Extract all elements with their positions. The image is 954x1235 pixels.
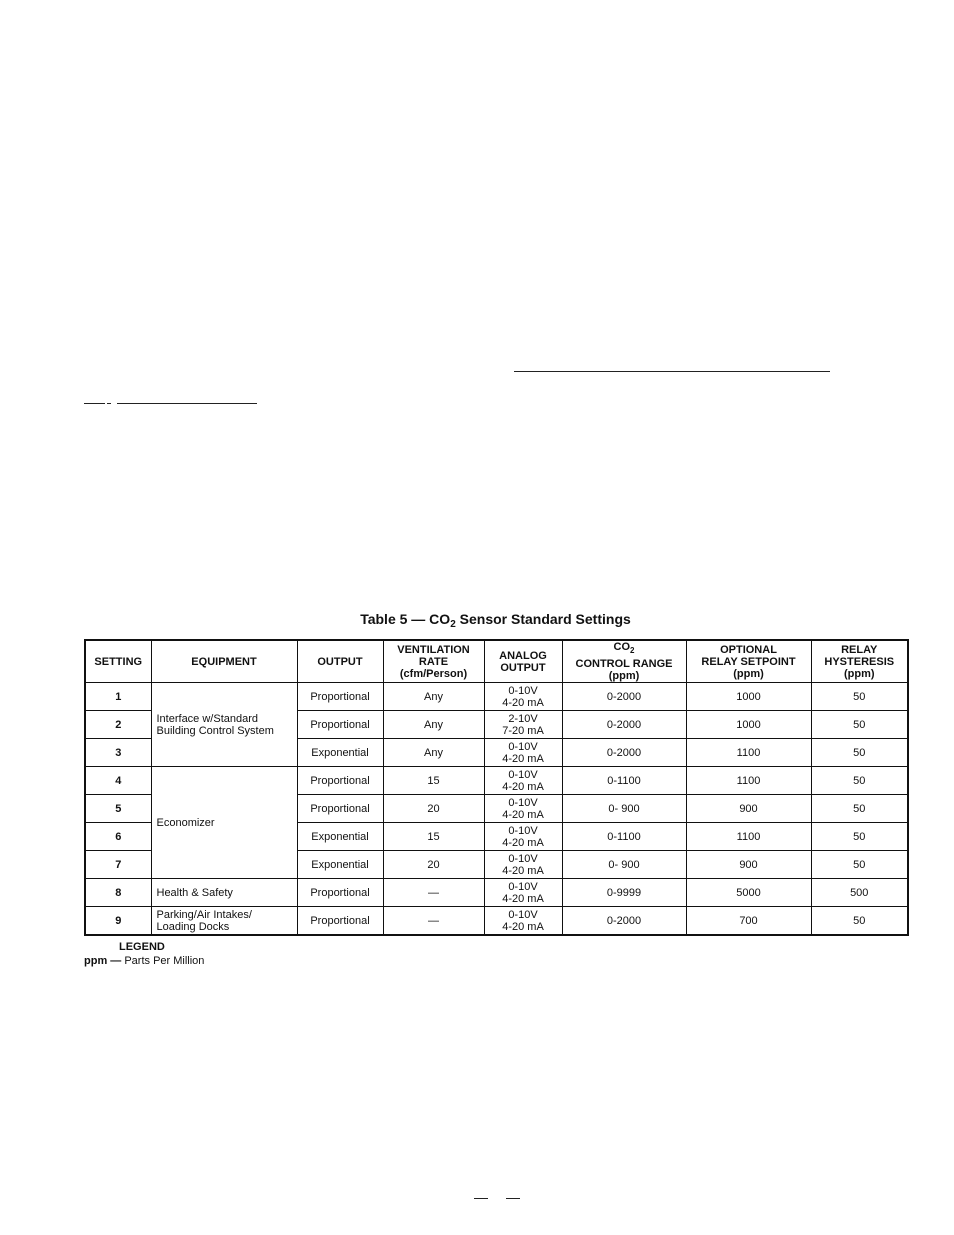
setting-cell: 2: [85, 711, 151, 739]
hysteresis-cell: 50: [811, 851, 908, 879]
hysteresis-cell: 50: [811, 823, 908, 851]
header-output: OUTPUT: [297, 640, 383, 683]
setpoint-cell: 1100: [686, 823, 811, 851]
hysteresis-cell: 50: [811, 795, 908, 823]
header-setting: SETTING: [85, 640, 151, 683]
analog-cell: 0-10V 4-20 mA: [484, 683, 562, 711]
header-analog: ANALOG OUTPUT: [484, 640, 562, 683]
table-row: [85, 767, 908, 795]
setting-cell: 1: [85, 683, 151, 711]
output-cell: Proportional: [297, 795, 383, 823]
range-cell: 0-1100: [562, 767, 686, 795]
output-cell: Proportional: [297, 767, 383, 795]
analog-cell: 0-10V 4-20 mA: [484, 907, 562, 936]
hysteresis-cell: 50: [811, 711, 908, 739]
setting-cell: 4: [85, 767, 151, 795]
divider-line: [84, 403, 105, 404]
legend-heading: LEGEND: [119, 941, 165, 953]
table-title: Table 5 — $CO_2$ Sensor Standard Settings: [360, 611, 631, 630]
analog-cell: 0-10V 4-20 mA: [484, 739, 562, 767]
setting-cell: 7: [85, 851, 151, 879]
ventilation-cell: 15: [383, 823, 484, 851]
ventilation-cell: 15: [383, 767, 484, 795]
setpoint-cell: 900: [686, 795, 811, 823]
setting-cell: 3: [85, 739, 151, 767]
analog-cell: 0-10V 4-20 mA: [484, 795, 562, 823]
equipment-cell: Interface w/Standard Building Control System: [151, 683, 297, 767]
analog-cell: 0-10V 4-20 mA: [484, 767, 562, 795]
header-relay-setpoint: OPTIONAL RELAY SETPOINT (ppm): [686, 640, 811, 683]
setpoint-cell: 5000: [686, 879, 811, 907]
setting-cell: 5: [85, 795, 151, 823]
header-ventilation: VENTILATION RATE (cfm/Person): [383, 640, 484, 683]
analog-cell: 2-10V 7-20 mA: [484, 711, 562, 739]
output-cell: Exponential: [297, 739, 383, 767]
setpoint-cell: 1100: [686, 739, 811, 767]
header-co2-range: $CO_2$ CONTROL RANGE (ppm): [562, 640, 686, 683]
header-hysteresis: RELAY HYSTERESIS (ppm): [811, 640, 908, 683]
header-equipment: EQUIPMENT: [151, 640, 297, 683]
ventilation-cell: 20: [383, 795, 484, 823]
page-number-dash: [506, 1198, 520, 1199]
page-number-dash: [474, 1198, 488, 1199]
equipment-cell: Health & Safety: [151, 879, 297, 907]
legend: [84, 940, 204, 968]
output-cell: Proportional: [297, 683, 383, 711]
ventilation-cell: 20: [383, 851, 484, 879]
table-row: [85, 907, 908, 936]
range-cell: 0-2000: [562, 711, 686, 739]
divider-line: [514, 371, 830, 372]
range-cell: 0-2000: [562, 683, 686, 711]
hysteresis-cell: 500: [811, 879, 908, 907]
hysteresis-cell: 50: [811, 683, 908, 711]
output-cell: Proportional: [297, 907, 383, 936]
legend-entry: ppm — Parts Per Million: [84, 955, 205, 967]
table-header-row: [85, 640, 908, 683]
range-cell: 0-9999: [562, 879, 686, 907]
range-cell: 0-2000: [562, 739, 686, 767]
table-row: [85, 683, 908, 711]
hysteresis-cell: 50: [811, 767, 908, 795]
hysteresis-cell: 50: [811, 739, 908, 767]
ventilation-cell: Any: [383, 711, 484, 739]
setpoint-cell: 1100: [686, 767, 811, 795]
range-cell: 0- 900: [562, 851, 686, 879]
equipment-cell: Economizer: [151, 767, 297, 879]
analog-cell: 0-10V 4-20 mA: [484, 879, 562, 907]
setpoint-cell: 1000: [686, 683, 811, 711]
analog-cell: 0-10V 4-20 mA: [484, 823, 562, 851]
co2-settings-table: [84, 639, 909, 936]
setpoint-cell: 900: [686, 851, 811, 879]
equipment-cell: Parking/Air Intakes/ Loading Docks: [151, 907, 297, 936]
setting-cell: 6: [85, 823, 151, 851]
ventilation-cell: Any: [383, 683, 484, 711]
output-cell: Proportional: [297, 879, 383, 907]
divider-line: [117, 403, 257, 404]
output-cell: Proportional: [297, 711, 383, 739]
setting-cell: 9: [85, 907, 151, 936]
ventilation-cell: Any: [383, 739, 484, 767]
analog-cell: 0-10V 4-20 mA: [484, 851, 562, 879]
range-cell: 0- 900: [562, 795, 686, 823]
hysteresis-cell: 50: [811, 907, 908, 936]
setpoint-cell: 1000: [686, 711, 811, 739]
range-cell: 0-2000: [562, 907, 686, 936]
output-cell: Exponential: [297, 823, 383, 851]
setting-cell: 8: [85, 879, 151, 907]
output-cell: Exponential: [297, 851, 383, 879]
ventilation-cell: —: [383, 879, 484, 907]
range-cell: 0-1100: [562, 823, 686, 851]
setpoint-cell: 700: [686, 907, 811, 936]
ventilation-cell: —: [383, 907, 484, 936]
divider-line: [107, 403, 111, 404]
table-row: [85, 879, 908, 907]
